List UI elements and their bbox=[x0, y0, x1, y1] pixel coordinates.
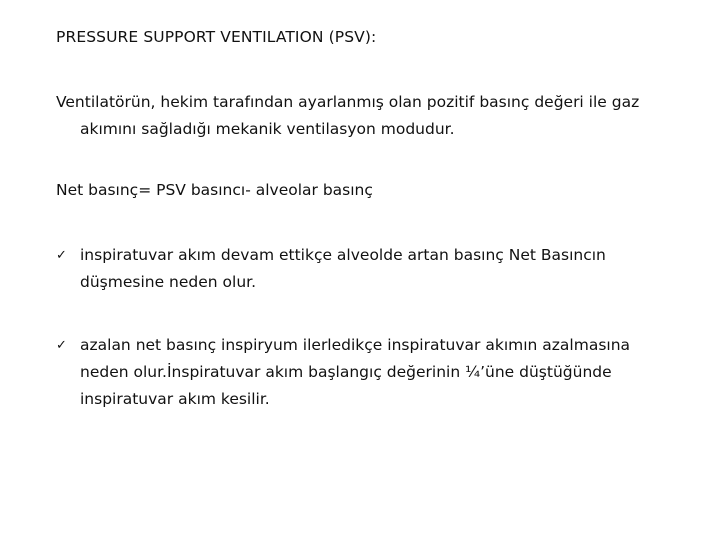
list-item-line-2: düşmesine neden olur. bbox=[80, 273, 257, 291]
check-icon: ✓ bbox=[56, 248, 67, 263]
list-item bbox=[56, 332, 696, 413]
list-item-line-1: azalan net basınç inspiryum ilerledikçe inspiratuvar akımın azalmasına bbox=[80, 336, 631, 354]
definition-paragraph bbox=[56, 89, 696, 143]
page-title: PRESSURE SUPPORT VENTILATION (PSV): bbox=[56, 28, 377, 46]
list-item-line-2: neden olur.İnspiratuvar akım başlangıç değerinin ¼’üne düştüğünde bbox=[80, 363, 612, 381]
list-item bbox=[56, 242, 696, 296]
list-item-line-1: inspiratuvar akım devam ettikçe alveolde artan basınç Net Basıncın bbox=[80, 246, 606, 264]
definition-line-1: Ventilatörün, hekim tarafından ayarlanmış olan pozitif basınç değeri ile gaz bbox=[56, 93, 640, 111]
definition-line-2: akımını sağladığı mekanik ventilasyon modudur. bbox=[80, 120, 455, 138]
net-pressure-formula: Net basınç= PSV basıncı- alveolar basınç bbox=[56, 181, 373, 199]
check-icon: ✓ bbox=[56, 338, 67, 353]
list-item-line-3: inspiratuvar akım kesilir. bbox=[80, 390, 270, 408]
